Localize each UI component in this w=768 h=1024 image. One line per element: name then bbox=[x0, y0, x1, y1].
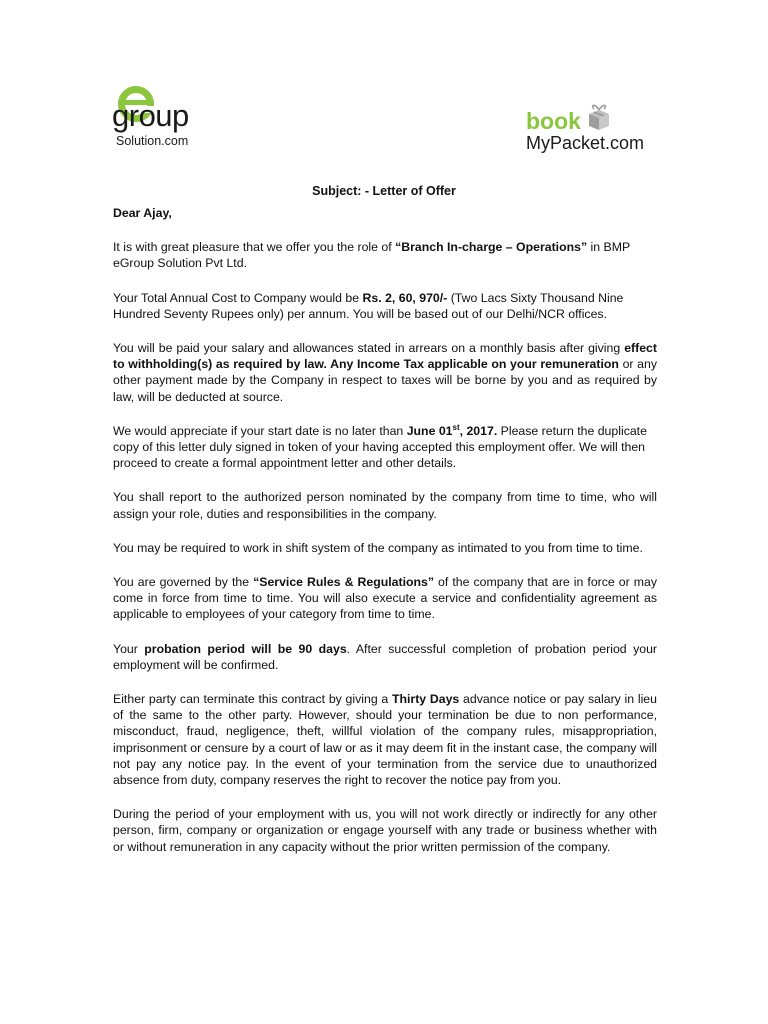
paragraph-salary-tax bbox=[113, 340, 657, 405]
p2-text-c: (Two Lacs Sixty Thousand Nine Hundred Seventy Rupees only) per annum. You will be based out of our Delhi/NCR offices. bbox=[113, 290, 624, 321]
p8-text-a: Your bbox=[113, 641, 145, 656]
p3-text-c: or any other payment made by the Company in respect to taxes will be borne by you and as required by law, will be deducted at source. bbox=[113, 357, 658, 404]
egroup-logo-word: group bbox=[112, 98, 189, 133]
p8-probation: probation period will be 90 days bbox=[144, 641, 347, 656]
letter-body bbox=[113, 205, 657, 873]
p1-text-c: in BMP eGroup Solution Pvt Ltd. bbox=[113, 240, 630, 271]
p4-date bbox=[407, 424, 498, 438]
salutation: Dear Ajay, bbox=[113, 206, 172, 220]
paragraph-shift: You may be required to work in shift system of the company as intimated to you from time to time. bbox=[113, 540, 643, 555]
p8-text-c: . After successful completion of probation period your employment will be confirmed. bbox=[113, 641, 657, 672]
p4-date-suffix: st bbox=[452, 422, 460, 432]
egroup-logo-subtext: Solution.com bbox=[116, 134, 189, 148]
p1-text-a: It is with great pleasure that we offer you the role of bbox=[113, 240, 396, 255]
gift-box-icon bbox=[586, 102, 612, 132]
p2-amount: Rs. 2, 60, 970/- bbox=[362, 290, 448, 305]
letter-subject: Subject: - Letter of Offer bbox=[312, 184, 456, 198]
bookmypacket-logo-book: book bbox=[526, 108, 581, 134]
paragraph-reporting: You shall report to the authorized person nominated by the company from time to time, who will assign your role, duties and responsibilities in the company. bbox=[113, 490, 657, 521]
p4-text-d: Please return the duplicate copy of this letter duly signed in token of your having accepted this employment offer. We will then proceed to create a formal appointment letter and other details. bbox=[113, 423, 647, 471]
paragraph-service-rules bbox=[113, 574, 657, 623]
p4-text-a: We would appreciate if your start date is no later than bbox=[113, 423, 407, 438]
p9-text-a: Either party can terminate this contract by giving a bbox=[113, 692, 392, 707]
p1-role-title: “Branch In-charge – Operations” bbox=[395, 240, 588, 255]
p7-text-c: of the company that are in force or may come in force from time to time. You will also execute a service and confidentiality agreement as applicable to employees of your category from time to time. bbox=[113, 575, 657, 622]
paragraph-exclusivity: During the period of your employment with us, you will not work directly or indirectly for any other person, firm, company or organization or engage yourself with any trade or business whether with or without remuneration in any capacity without the prior written permission of the company. bbox=[113, 807, 657, 854]
paragraph-start-date bbox=[113, 423, 657, 472]
p7-rules: “Service Rules & Regulations” bbox=[253, 575, 435, 590]
p2-text-a: Your Total Annual Cost to Company would be bbox=[113, 290, 363, 305]
p7-text-a: You are governed by the bbox=[113, 575, 254, 590]
p4-date-year: , 2017. bbox=[459, 423, 498, 438]
paragraph-termination bbox=[113, 691, 657, 788]
bookmypacket-logo bbox=[526, 100, 666, 155]
p3-text-a: You will be paid your salary and allowances stated in arrears on a monthly basis after giving bbox=[113, 341, 625, 356]
p9-text-c: advance notice or pay salary in lieu of the same to the other party. However, should your termination be due to non performance, misconduct, fraud, negligence, theft, willful violation of the company rules, misappropriation, imprisonment or censure by a court of law or as it may deem fit in the instant case, the company will not pay any notice pay. In the event of your termination from the service due to unauthorized absence from duty, company reserves the right to recover the notice pay from you. bbox=[113, 692, 657, 788]
paragraph-compensation bbox=[113, 290, 657, 322]
p9-notice: Thirty Days bbox=[391, 692, 460, 707]
paragraph-probation bbox=[113, 641, 657, 673]
egroup-logo bbox=[112, 86, 212, 152]
paragraph-role-offer bbox=[113, 239, 657, 271]
p3-text-b: effect to withholding(s) as required by law. Any Income Tax applicable on your remuneration bbox=[113, 341, 657, 372]
bookmypacket-logo-main: MyPacket.com bbox=[526, 133, 645, 153]
p4-date-day: June 01 bbox=[406, 423, 453, 438]
